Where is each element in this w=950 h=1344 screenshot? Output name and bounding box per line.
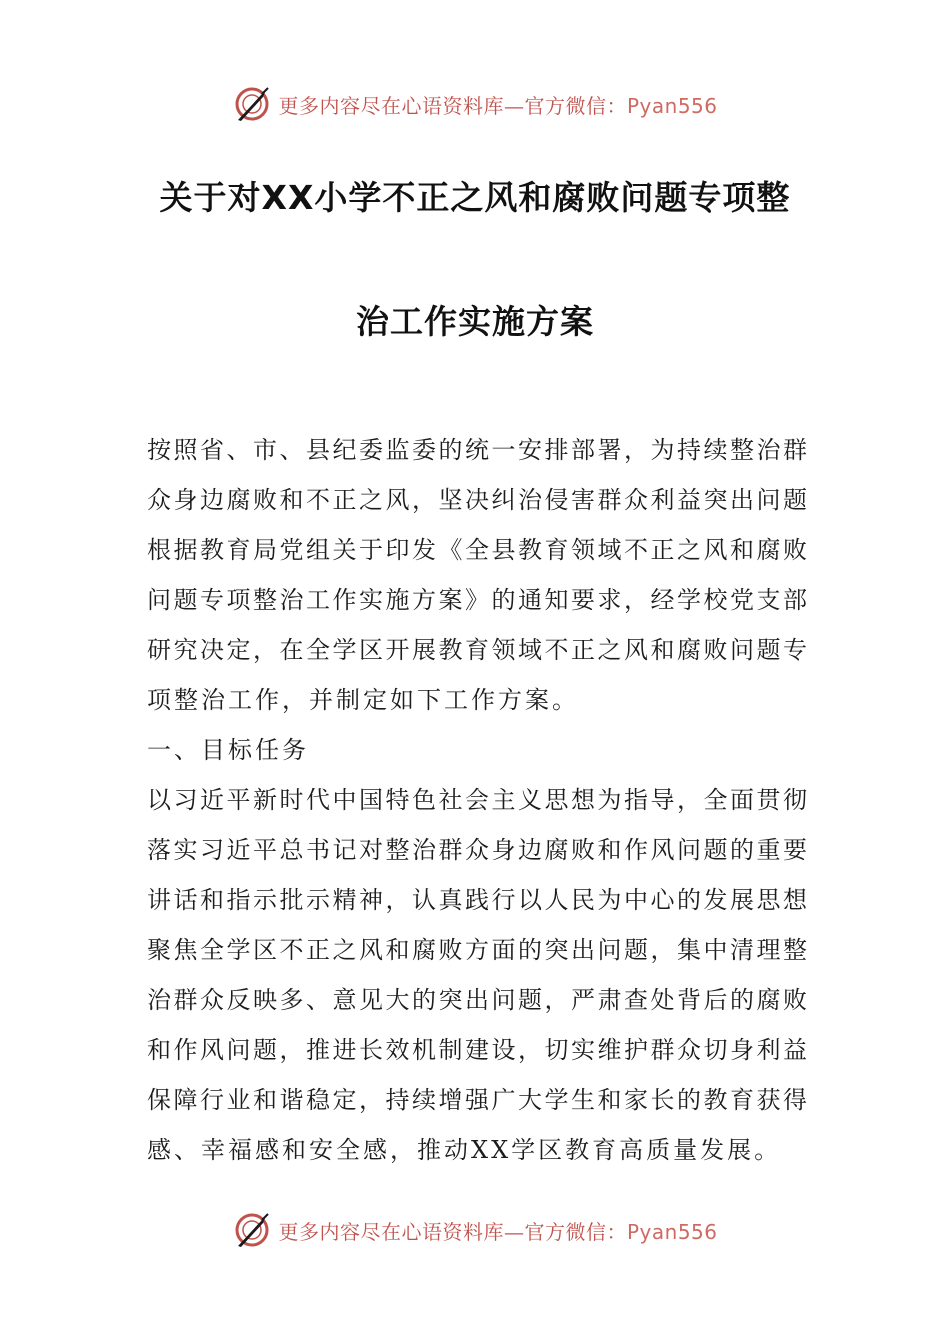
body-line: 以习近平新时代中国特色社会主义思想为指导，全面贯彻 <box>147 786 807 814</box>
watermark-wechat: Pyan556 <box>626 1219 718 1244</box>
section-heading: 一、目标任务 <box>147 736 309 764</box>
document-title-line-2: 治工作实施方案 <box>356 302 594 341</box>
body-line: 项整治工作，并制定如下工作方案。 <box>147 686 579 714</box>
quill-logo-icon <box>232 1210 272 1250</box>
body-line: 聚焦全学区不正之风和腐败方面的突出问题，集中清理整 <box>147 936 807 964</box>
body-line: 研究决定，在全学区开展教育领域不正之风和腐败问题专 <box>147 636 807 664</box>
watermark-banner-bottom <box>0 1208 950 1252</box>
document-title-line-1: 关于对XX小学不正之风和腐败问题专项整 <box>159 178 791 217</box>
body-line: 按照省、市、县纪委监委的统一安排部署，为持续整治群 <box>147 436 807 464</box>
body-line: 讲话和指示批示精神，认真践行以人民为中心的发展思想 <box>147 886 807 914</box>
watermark-text: 更多内容尽在心语资料库—官方微信：Pyan556 <box>278 93 718 118</box>
body-line: 众身边腐败和不正之风，坚决纠治侵害群众利益突出问题 <box>147 486 807 514</box>
body-line: 治群众反映多、意见大的突出问题，严肃查处背后的腐败 <box>147 986 807 1014</box>
body-line: 和作风问题，推进长效机制建设，切实维护群众切身利益 <box>147 1036 807 1064</box>
body-line: 根据教育局党组关于印发《全县教育领域不正之风和腐败 <box>147 536 807 564</box>
body-line: 感、幸福感和安全感，推动XX学区教育高质量发展。 <box>147 1136 782 1164</box>
document-body <box>147 425 807 1175</box>
watermark-text: 更多内容尽在心语资料库—官方微信：Pyan556 <box>278 1219 718 1244</box>
watermark-wechat: Pyan556 <box>626 93 718 118</box>
watermark-banner-top <box>0 82 950 126</box>
body-line: 落实习近平总书记对整治群众身边腐败和作风问题的重要 <box>147 836 807 864</box>
body-line: 问题专项整治工作实施方案》的通知要求，经学校党支部 <box>147 586 807 614</box>
body-line: 保障行业和谐稳定，持续增强广大学生和家长的教育获得 <box>147 1086 807 1114</box>
quill-logo-icon <box>232 84 272 124</box>
